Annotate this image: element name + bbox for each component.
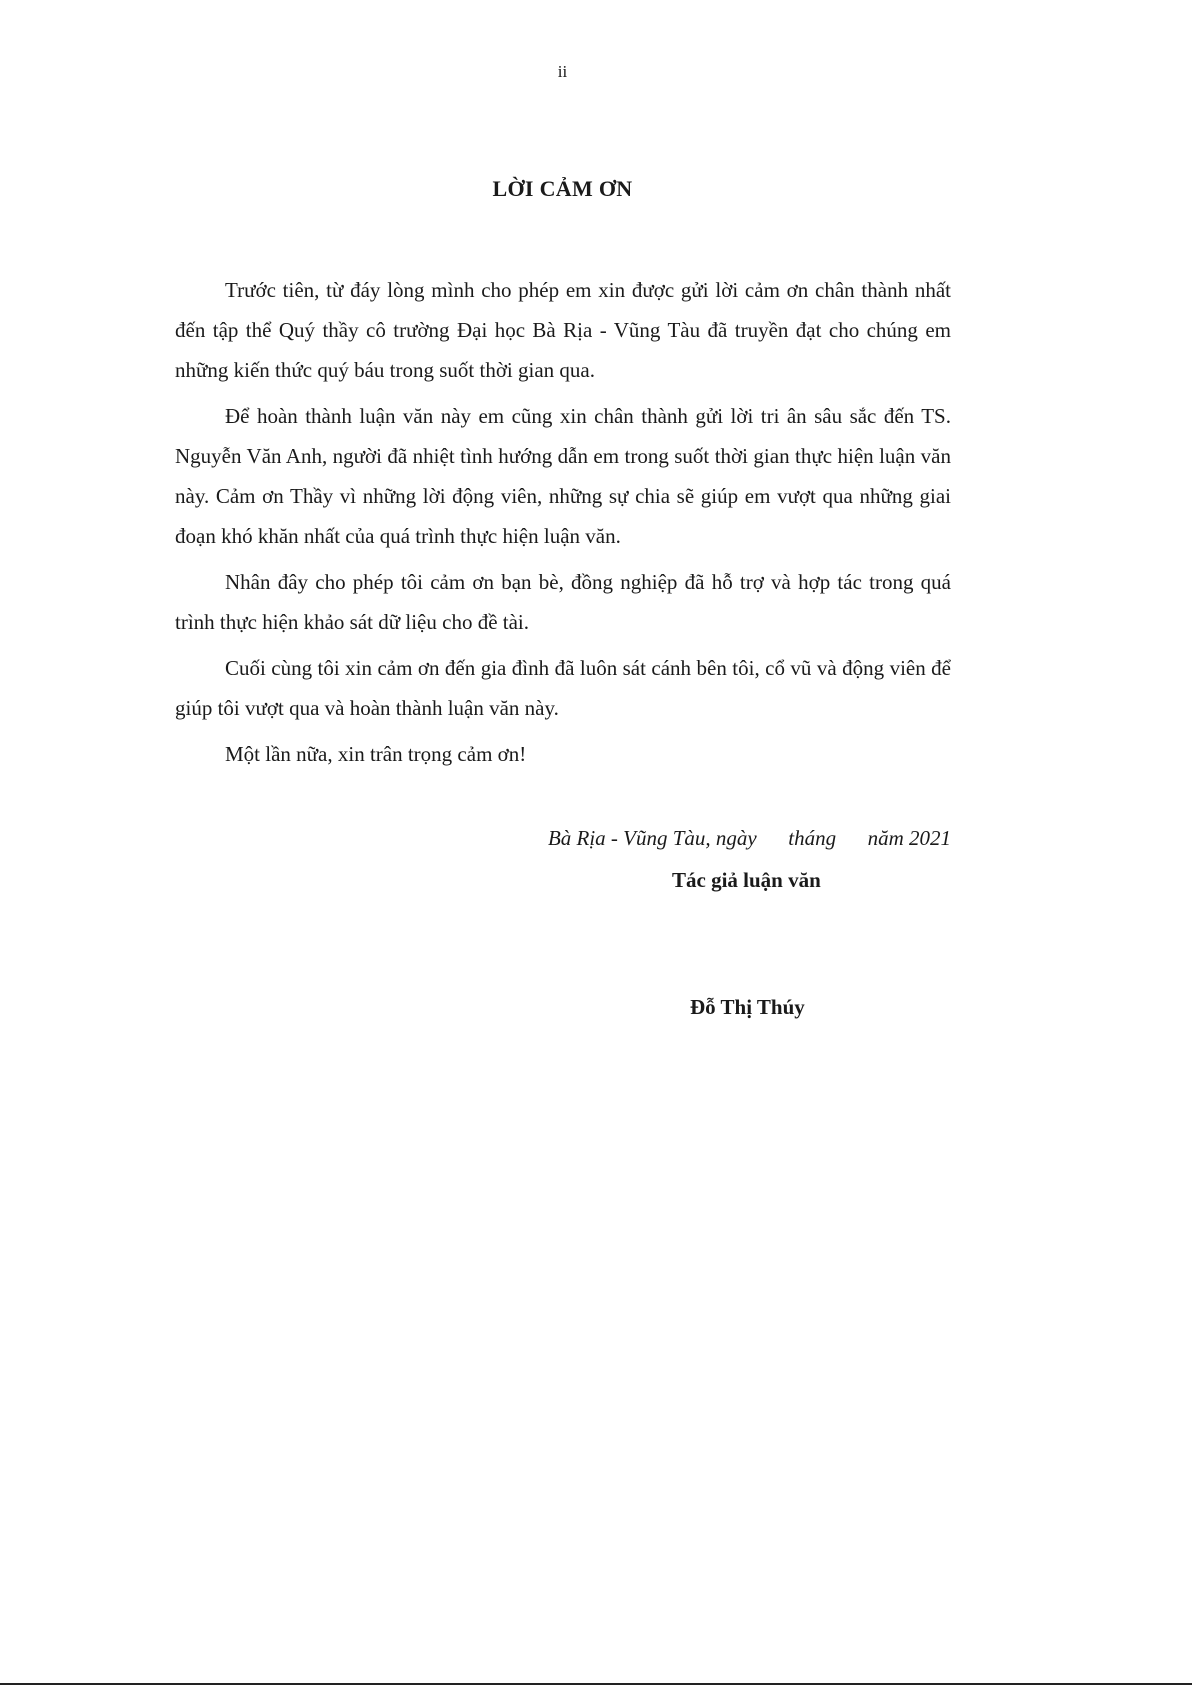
page-title: LỜI CẢM ƠN [492,176,633,201]
paragraph-2: Để hoàn thành luận văn này em cũng xin chân thành gửi lời tri ân sâu sắc đến TS. Nguyễn Văn Anh, người đã nhiệt tình hướng dẫn em trong suốt thời gian thực hiện luận văn này. Cảm ơn Thầy vì những lời động viên, những sự chia sẽ giúp em vượt qua những giai đoạn khó khăn nhất của quá trình thực hiện luận văn. [175,404,951,548]
paragraph-4: Cuối cùng tôi xin cảm ơn đến gia đình đã luôn sát cánh bên tôi, cổ vũ và động viên để giúp tôi vượt qua và hoàn thành luận văn này. [175,656,951,720]
page-number: ii [557,62,568,81]
place-date-line: Bà Rịa - Vũng Tàu, ngày tháng năm 2021 [547,826,951,850]
paragraph-5: Một lần nữa, xin trân trọng cảm ơn! [225,742,527,766]
author-name: Đỗ Thị Thúy [690,995,805,1019]
paragraph-3: Nhân đây cho phép tôi cảm ơn bạn bè, đồng nghiệp đã hỗ trợ và hợp tác trong quá trình thực hiện khảo sát dữ liệu cho đề tài. [175,570,951,634]
acknowledgement-body [175,270,951,774]
paragraph-1: Trước tiên, từ đáy lòng mình cho phép em xin được gửi lời cảm ơn chân thành nhất đến tập thể Quý thầy cô trường Đại học Bà Rịa - Vũng Tàu đã truyền đạt cho chúng em những kiến thức quý báu trong suốt thời gian qua. [175,278,951,382]
author-label: Tác giả luận văn [672,868,821,892]
